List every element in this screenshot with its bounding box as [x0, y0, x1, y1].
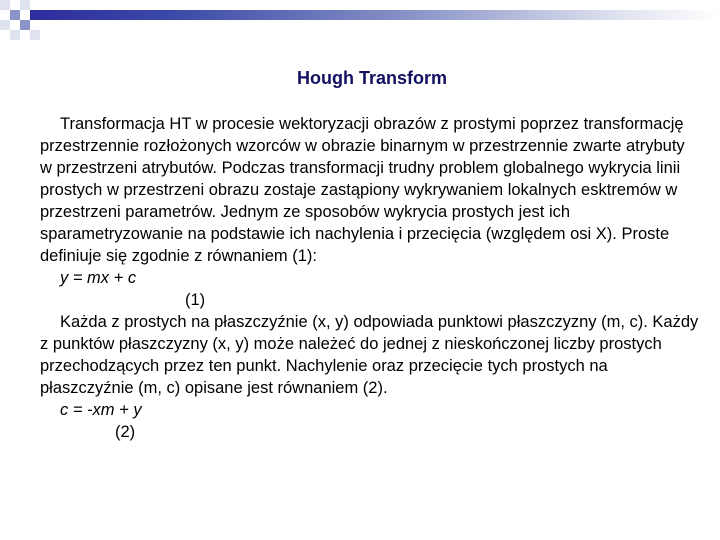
header-decoration — [0, 0, 720, 50]
formula-parameter: c = -xm + y — [60, 401, 142, 419]
deco-square — [10, 30, 20, 40]
formula-line: y = mx + c — [60, 269, 137, 287]
header-gradient-bar — [40, 10, 720, 20]
paragraph-explanation: Każda z prostych na płaszczyźnie (x, y) odpowiada punktowi płaszczyzny (m, c). Każdy z punktów płaszczyzny (x, y) może należeć do jednej z nieskończonej liczby prostych przechodzących przez ten punkt. Nachylenie oraz przecięcie tych prostych na płaszczyźnie (m, c) opisane jest równaniem (2). — [40, 313, 699, 397]
deco-square — [10, 10, 20, 20]
deco-square — [20, 20, 30, 30]
paragraph-intro: Transformacja HT w procesie wektoryzacji obrazów z prostymi poprzez transformację przestrzennie rozłożonych wzorców w obrazie binarnym w przestrzennie zwarte atrybuty w przestrzeni atrybutów. Podczas transformacji trudny problem globalnego wykrycia linii prostych w przestrzeni obrazu zostaje zastąpiony wykrywaniem lokalnych esktremów w przestrzeni parametrów. Jednym ze sposobów wykrycia prostych jest ich sparametryzowanie na podstawie ich nachylenia i przecięcia (względem osi X). Proste definiuje się zgodnie z równaniem (1): — [40, 115, 685, 265]
equation-number: (2) — [115, 423, 136, 441]
slide-body — [40, 113, 700, 443]
equation-number: (1) — [185, 291, 206, 309]
deco-square — [30, 30, 40, 40]
deco-square — [20, 0, 30, 10]
slide-title: Hough Transform — [296, 68, 447, 88]
deco-square — [0, 20, 10, 30]
deco-square — [0, 0, 10, 10]
deco-square — [30, 10, 40, 20]
